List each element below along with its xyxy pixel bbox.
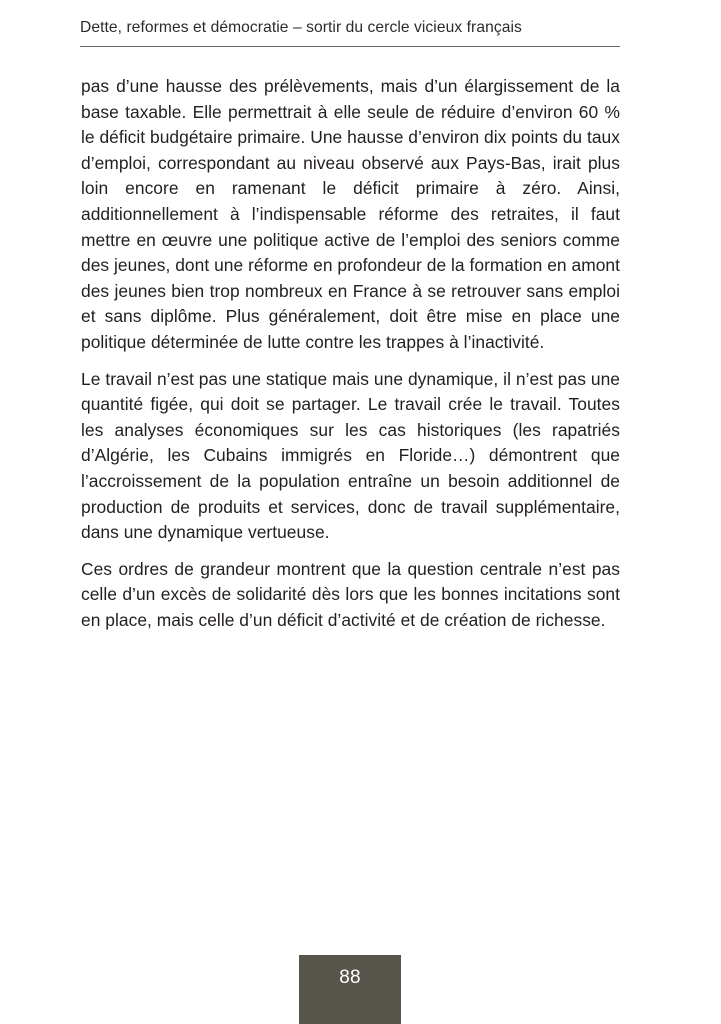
body-text-column bbox=[81, 74, 620, 633]
paragraph: Ces ordres de grandeur montrent que la question centrale n’est pas celle d’un excès de solidarité dès lors que les bonnes incitations sont en place, mais celle d’un déficit d’activité et de création de richesse. bbox=[81, 558, 620, 630]
running-header bbox=[80, 18, 620, 38]
running-header-title: Dette, reformes et démocratie – sortir du cercle vicieux français bbox=[80, 19, 522, 36]
paragraph: Le travail n’est pas une statique mais une dynamique, il n’est pas une quantité figée, qui doit se partager. Le travail crée le travail. Toutes les analyses économiques sur les cas historiques (les rapatriés d’Algérie, les Cubains immigrés en Floride…) démontrent que l’accroissement de la population entraîne un besoin additionnel de production de produits et services, donc de travail supplémentaire, dans une dynamique vertueuse. bbox=[81, 368, 620, 543]
header-divider-rule bbox=[80, 46, 620, 47]
page-number: 88 bbox=[339, 967, 361, 988]
page-number-block bbox=[299, 955, 401, 1024]
paragraph: pas d’une hausse des prélèvements, mais d’un élargissement de la base taxable. Elle permettrait à elle seule de réduire d’environ 60 % le déficit budgétaire primaire. Une hausse d’environ dix points du taux d’emploi, correspondant au niveau observé aux Pays-Bas, irait plus loin encore en ramenant le déficit primaire à zéro. Ainsi, additionnellement à l’indispensable réforme des retraites, il faut mettre en œuvre une politique active de l’emploi des seniors comme des jeunes, dont une réforme en profondeur de la formation en amont des jeunes bien trop nombreux en France à se retrouver sans emploi et sans diplôme. Plus généralement, doit être mise en place une politique déterminée de lutte contre les trappes à l’inactivité. bbox=[81, 76, 620, 352]
